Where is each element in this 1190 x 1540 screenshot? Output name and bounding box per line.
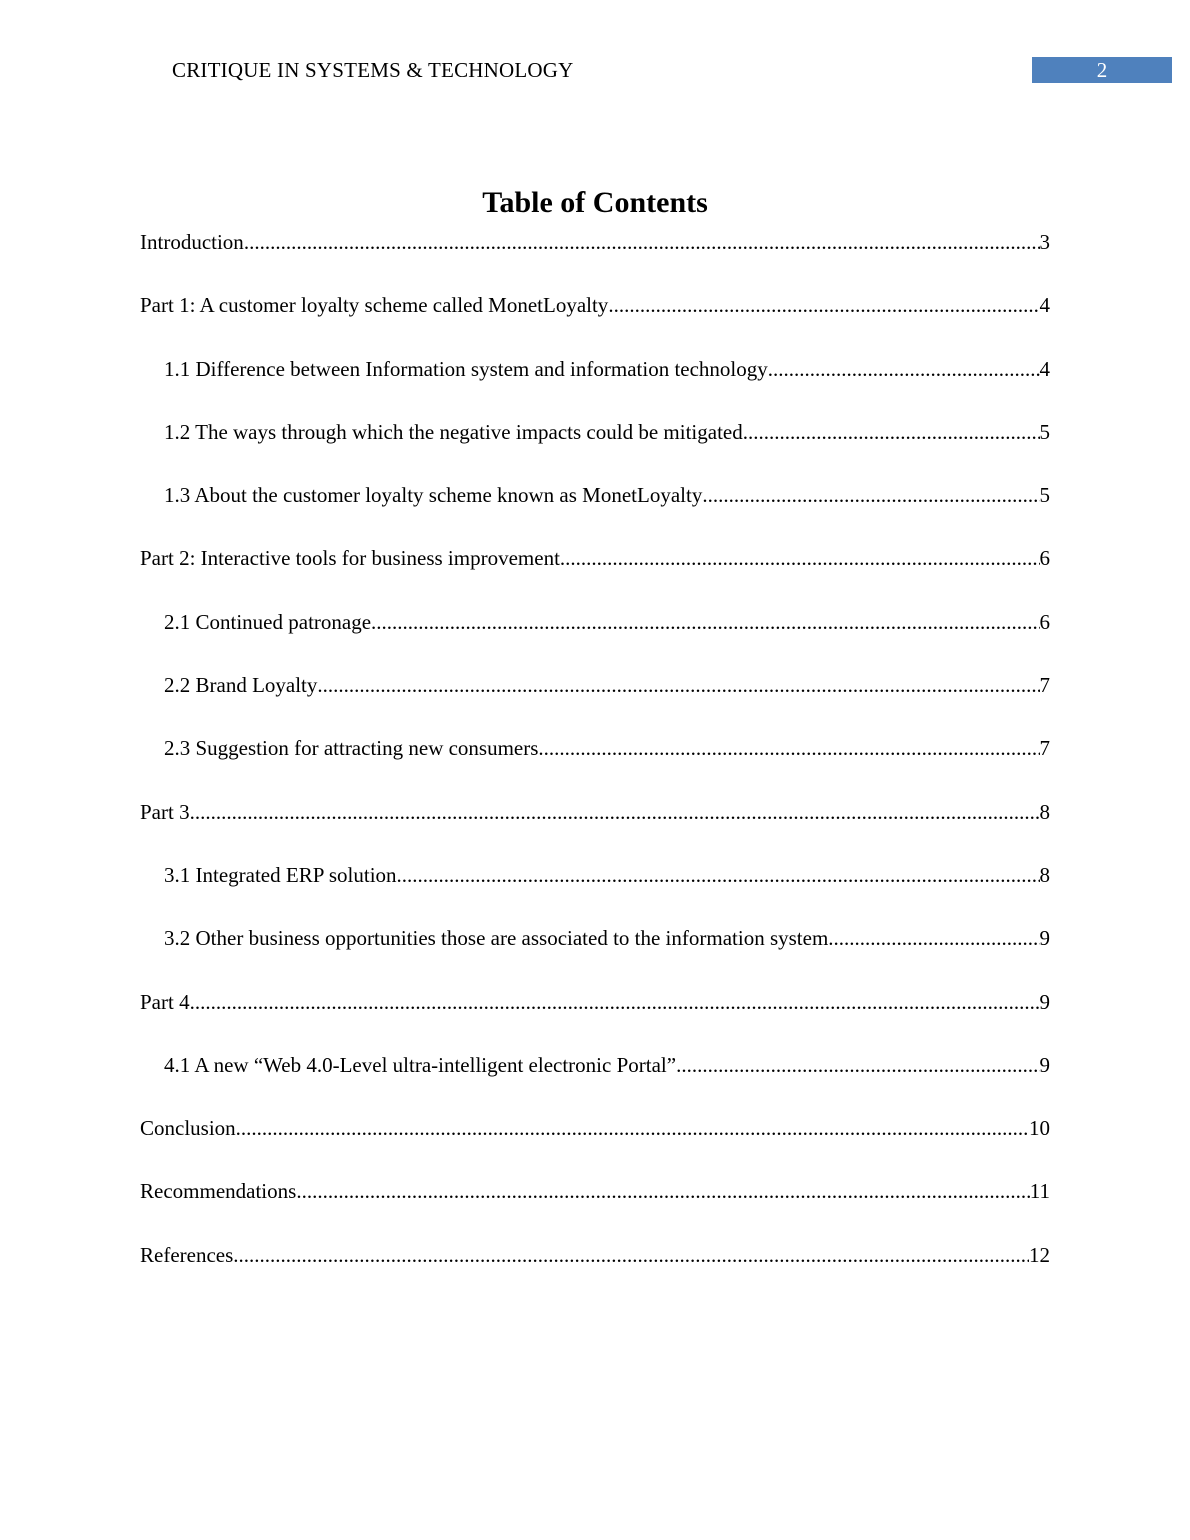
toc-entry-references[interactable] — [140, 1239, 1050, 1302]
toc-entry-text: Part 3 — [140, 799, 190, 824]
toc-entry-text: Recommendations — [140, 1179, 297, 1204]
toc-entry-text: Part 2: Interactive tools for business improvement — [140, 546, 560, 571]
toc-entry-page: 7 — [1039, 673, 1050, 698]
toc-entry-text: Part 1: A customer loyalty scheme called MonetLoyalty — [140, 293, 609, 318]
toc-entry-text: 1.1 Difference between Information system and information technology — [164, 356, 768, 381]
toc-leader-dots — [244, 226, 1040, 258]
toc-entry-page: 7 — [1039, 736, 1050, 761]
toc-entry-part-4[interactable] — [140, 986, 1050, 1049]
toc-entry-page: 11 — [1029, 1179, 1050, 1204]
toc-heading: Table of Contents — [482, 186, 708, 219]
toc-entry-page: 12 — [1029, 1242, 1050, 1267]
toc-entry-3-1[interactable] — [140, 859, 1050, 922]
toc-entry-text: 2.3 Suggestion for attracting new consumers — [164, 736, 539, 761]
toc-leader-dots — [317, 669, 1039, 701]
toc-entry-4-1[interactable] — [140, 1049, 1050, 1112]
toc-entry-1-2[interactable] — [140, 416, 1050, 479]
toc-entry-1-3[interactable] — [140, 479, 1050, 542]
toc-leader-dots — [397, 859, 1040, 891]
toc-leader-dots — [538, 732, 1039, 764]
toc-entry-text: 1.3 About the customer loyalty scheme known as MonetLoyalty — [164, 483, 703, 508]
toc-entry-page: 8 — [1039, 862, 1050, 887]
toc-entry-text: References — [140, 1242, 234, 1267]
toc-entry-text: 2.2 Brand Loyalty — [164, 673, 318, 698]
toc-entry-page: 4 — [1039, 293, 1050, 318]
toc-entry-text: Conclusion — [140, 1116, 236, 1141]
toc-leader-dots — [768, 353, 1040, 385]
table-of-contents — [140, 226, 1050, 1302]
toc-leader-dots — [608, 289, 1039, 321]
toc-leader-dots — [743, 416, 1040, 448]
toc-entry-text: Introduction — [140, 230, 244, 254]
toc-entry-page: 9 — [1039, 926, 1050, 951]
toc-leader-dots — [190, 986, 1040, 1018]
toc-entry-text: 1.2 The ways through which the negative impacts could be mitigated — [164, 419, 743, 444]
toc-entry-recommendations[interactable] — [140, 1175, 1050, 1238]
toc-leader-dots — [702, 479, 1039, 511]
toc-entry-2-1[interactable] — [140, 606, 1050, 669]
toc-entry-page: 6 — [1039, 546, 1050, 571]
toc-entry-part-3[interactable] — [140, 796, 1050, 859]
toc-leader-dots — [560, 542, 1040, 574]
toc-leader-dots — [236, 1112, 1029, 1144]
toc-entry-page: 10 — [1029, 1116, 1050, 1141]
toc-leader-dots — [190, 796, 1040, 828]
toc-leader-dots — [296, 1175, 1029, 1207]
toc-leader-dots — [233, 1239, 1029, 1271]
toc-entry-page: 5 — [1039, 419, 1050, 444]
toc-entry-page: 9 — [1039, 1052, 1050, 1077]
toc-entry-page: 6 — [1039, 609, 1050, 634]
toc-entry-page: 3 — [1039, 230, 1050, 254]
toc-entry-text: 2.1 Continued patronage — [164, 609, 372, 634]
toc-entry-page: 4 — [1039, 356, 1050, 381]
toc-entry-introduction[interactable] — [140, 226, 1050, 289]
page-number-badge: 2 — [1032, 57, 1172, 83]
toc-entry-1-1[interactable] — [140, 353, 1050, 416]
toc-entry-text: Part 4 — [140, 989, 190, 1014]
toc-leader-dots — [676, 1049, 1039, 1081]
toc-entry-page: 9 — [1039, 989, 1050, 1014]
running-header-title: CRITIQUE IN SYSTEMS & TECHNOLOGY — [172, 58, 574, 82]
toc-entry-page: 5 — [1039, 483, 1050, 508]
toc-entry-conclusion[interactable] — [140, 1112, 1050, 1175]
toc-leader-dots — [371, 606, 1039, 638]
toc-entry-page: 8 — [1039, 799, 1050, 824]
toc-entry-text: 3.1 Integrated ERP solution — [164, 862, 397, 887]
toc-entry-2-3[interactable] — [140, 732, 1050, 795]
toc-entry-text: 3.2 Other business opportunities those are associated to the information system — [164, 926, 829, 951]
toc-entry-part-2[interactable] — [140, 542, 1050, 605]
toc-entry-part-1[interactable] — [140, 289, 1050, 352]
toc-entry-text: 4.1 A new “Web 4.0-Level ultra-intelligent electronic Portal” — [164, 1052, 677, 1077]
toc-leader-dots — [828, 922, 1039, 954]
toc-entry-3-2[interactable] — [140, 922, 1050, 985]
toc-entry-2-2[interactable] — [140, 669, 1050, 732]
